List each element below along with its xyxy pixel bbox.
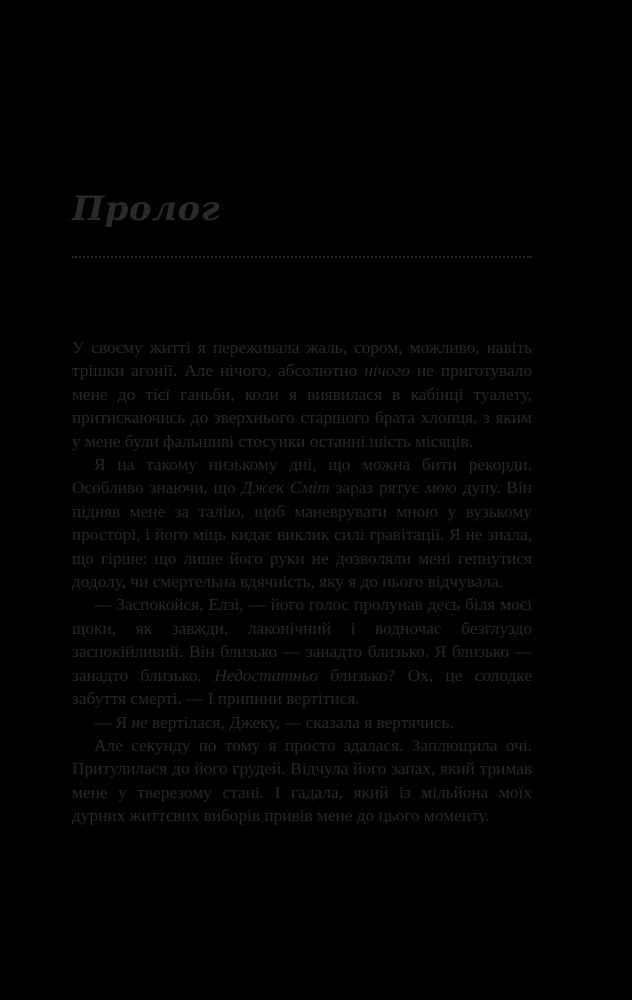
chapter-title: Пролог <box>72 189 221 229</box>
paragraph-text: Але секунду по тому я просто здалася. Заплющила очі. Притулилася до його грудей. Відчула його запах, який тримав мене у тверезому стані. І гадала, який із мільйона моїх дурних життєвих виборів привів мене до цього моменту. <box>72 735 532 826</box>
emphasis-text: Джек Сміт <box>241 478 330 498</box>
paragraph-text: Я на такому низькому дні, що можна бити рекорди. Особливо знаючи, що <box>72 455 532 498</box>
emphasis-text: не <box>131 712 148 732</box>
emphasis-text: нічого <box>364 361 410 381</box>
paragraph-5 <box>72 734 532 828</box>
paragraph-text: вертілася, Джеку, — сказала я вертячись. <box>147 712 454 732</box>
paragraph-text: зараз рятує <box>329 478 425 498</box>
dotted-divider <box>72 256 532 258</box>
paragraph-text: близько? Ох, це солодке забуття смерті. — І припини вертітися. <box>72 665 532 709</box>
paragraph-text: не приготувало мене до тієї ганьби, коли я виявилася в кабінці туалету, притискаючись до зверхнього старшого брата хлопця, з яким у мене були фальшиві стосунки останні шість місяців. <box>72 361 533 451</box>
paragraph-text: — Заспокойся, Елзі, — його голос пролунав десь біля моєї щоки, як завжди, лаконічний і водночас безглуздо заспокійливий. Він близько — занадто близько. Я близько — занадто близько. <box>72 595 532 685</box>
chapter-body <box>72 336 532 828</box>
paragraph-3 <box>72 593 532 710</box>
paragraph-text: — Я <box>94 712 132 732</box>
paragraph-1 <box>72 336 532 453</box>
paragraph-4 <box>72 711 532 734</box>
paragraph-2 <box>72 453 532 593</box>
emphasis-text: мою <box>424 478 457 498</box>
paragraph-text: дупу. Він підняв мене за талію, щоб маневрувати мною у вузькому просторі, і його міць кидає виклик силі гравітації. Я не знала, що гірше: що лише його руки не дозволяли мені гепнутися додолу, чи смертельна вдячність, яку я до нього відчувала. <box>72 478 532 592</box>
emphasis-text: Недостатньо <box>214 665 319 685</box>
paragraph-text: У своєму житті я переживала жаль, сором, можливо, навіть трішки агонії. Але нічого, абсолютно <box>72 338 532 381</box>
